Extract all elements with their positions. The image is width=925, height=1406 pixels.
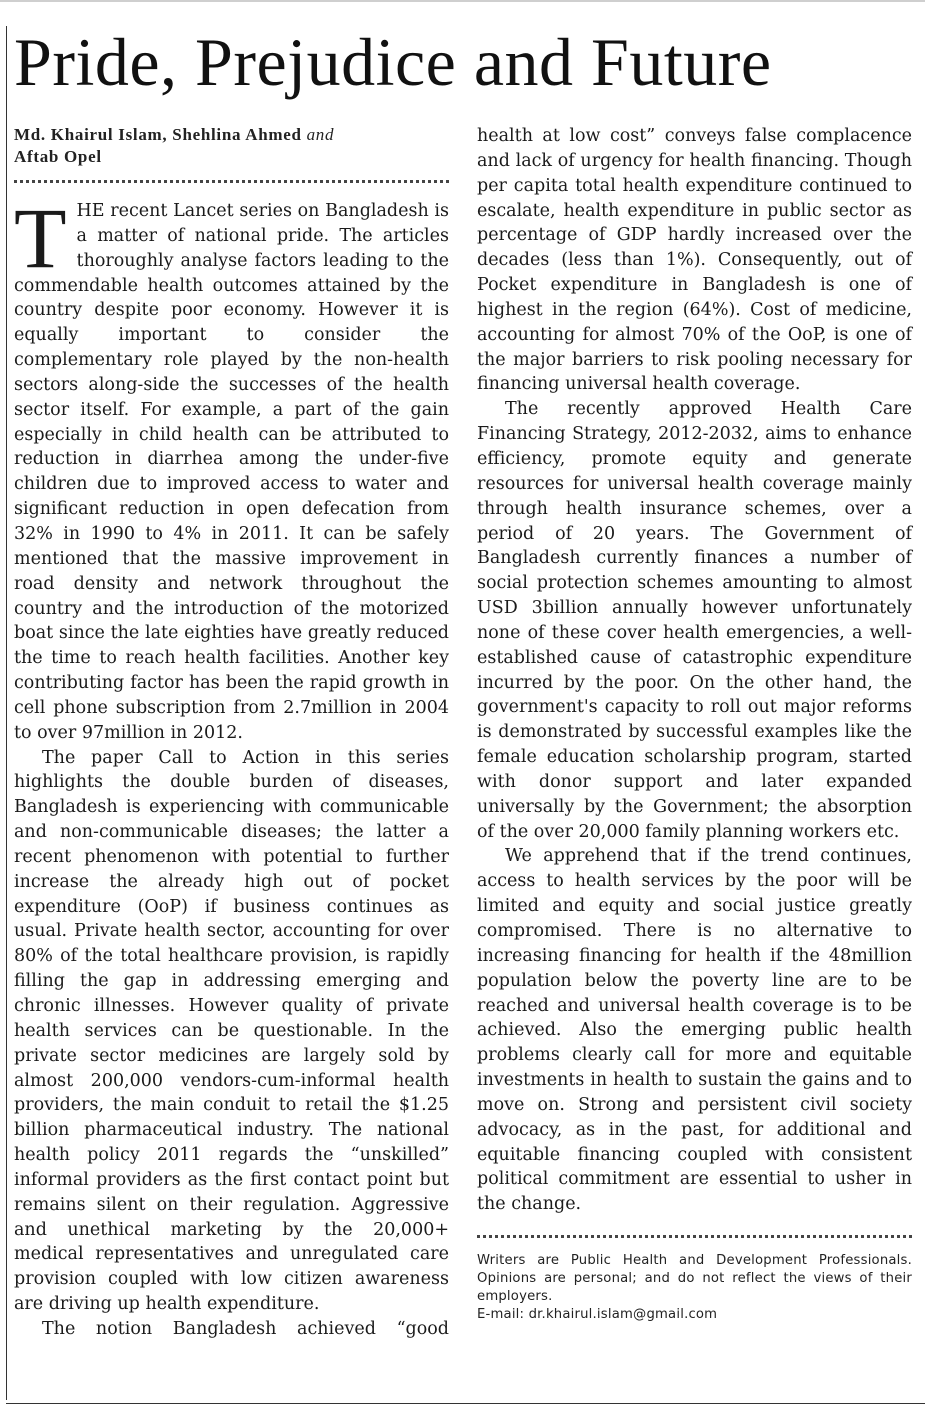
- byline-authors-2: Aftab Opel: [14, 147, 102, 166]
- byline-separator: [14, 180, 449, 183]
- paragraph-2: The paper Call to Action in this series highlights the double burden of diseases, Bangladesh is experiencing with communicable and non-communicable diseases; the latter a recent phenomenon with potential to further increase the already high out of pocket expenditure (OoP) if business continues as usual. Private health sector, accounting for over 80% of the total healthcare provision, is rapidly filling the gap in addressing emerging and chronic illnesses. However quality of private health services can be questionable. In the private sector medicines are largely sold by almost 200,000 vendors-cum-informal health providers, the main conduit to retail the $1.25 billion pharmaceutical industry. The national health policy 2011 regards the “unskilled” informal providers as the first contact point but remains silent on their regulation. Aggressive and unethical marketing by the 20,000+ medical representatives and unregulated care provision coupled with low citizen awareness are driving up health expenditure.: [14, 747, 449, 1315]
- right-column: [477, 124, 912, 1324]
- paragraph-5: We apprehend that if the trend continues, access to health services by the poor will be limited and equity and social justice greatly compromised. There is no alternative to increasing financing for health if the 48million population below the poverty line are to be reached and universal health coverage is to be achieved. Also the emerging public health problems clearly call for more and equitable investments in health to sustain the gains and to move on. Strong and persistent civil society advocacy, as in the past, for additional and equitable financing coupled with consistent political commitment are essential to usher in the change.: [477, 846, 912, 1215]
- bottom-border: [6, 1403, 925, 1404]
- byline: [14, 124, 449, 168]
- paragraph-4: The recently approved Health Care Financing Strategy, 2012-2032, aims to enhance efficiency, promote equity and generate resources for universal health coverage mainly through health insurance schemes, over a period of 20 years. The Government of Bangladesh currently finances a number of social protection schemes amounting to almost USD 3billion annually however unfortunately none of these cover health emergencies, a well-established cause of catastrophic expenditure incurred by the poor. On the other hand, the government's capacity to roll out major reforms is demonstrated by successful examples like the female education scholarship program, started with donor support and later expanded universally by the Government; the absorption of the over 20,000 family planning workers etc.: [477, 399, 912, 842]
- paragraph-1-text: HE recent Lancet series on Bangladesh is a matter of national pride. The articles thoroughly analyse factors leading to the commendable health outcomes attained by the country despite poor economy. However it is equally important to consider the complementary role played by the non-health sectors along-side the successes of the health sector itself. For example, a part of the gain especially in child health can be attributed to reduction in diarrhea among the under-five children due to improved access to water and significant reduction in open defecation from 32% in 1990 to 4% in 2011. It can be safely mentioned that the massive improvement in road density and network throughout the country and the introduction of the motorized boat since the late eighties have greatly reduced the time to reach health facilities. Another key contributing factor has been the rapid growth in cell phone subscription from 2.7million in 2004 to over 97million in 2012.: [14, 201, 449, 743]
- left-column-rule: [6, 26, 7, 1400]
- author-email[interactable]: E-mail: dr.khairul.islam@gmail.com: [477, 1307, 718, 1323]
- paragraph-3-start: The notion Bangladesh achieved “good: [42, 1318, 449, 1339]
- paragraph-1: [14, 190, 449, 746]
- drop-cap: T: [14, 190, 67, 286]
- author-note: Writers are Public Health and Development Professionals. Opinions are personal; and do not reflect the views of their employers.: [477, 1253, 912, 1305]
- footnote-separator: [477, 1235, 912, 1238]
- byline-and: and: [306, 125, 335, 144]
- byline-authors-1: Md. Khairul Islam, Shehlina Ahmed: [14, 125, 302, 144]
- headline: Pride, Prejudice and Future: [14, 24, 772, 100]
- paragraph-3-continued: health at low cost” conveys false complacence and lack of urgency for health financing. Though per capita total health expenditure continued to escalate, health expenditure in public sector as percentage of GDP hardly increased over the decades (less than 1%). Consequently, out of Pocket expenditure in Bangladesh is one of highest in the region (64%). Cost of medicine, accounting for almost 70% of the OoP, is one of the major barriers to risk pooling necessary for financing universal health coverage.: [477, 126, 912, 395]
- left-column: [14, 124, 449, 1342]
- top-border: [0, 0, 925, 2]
